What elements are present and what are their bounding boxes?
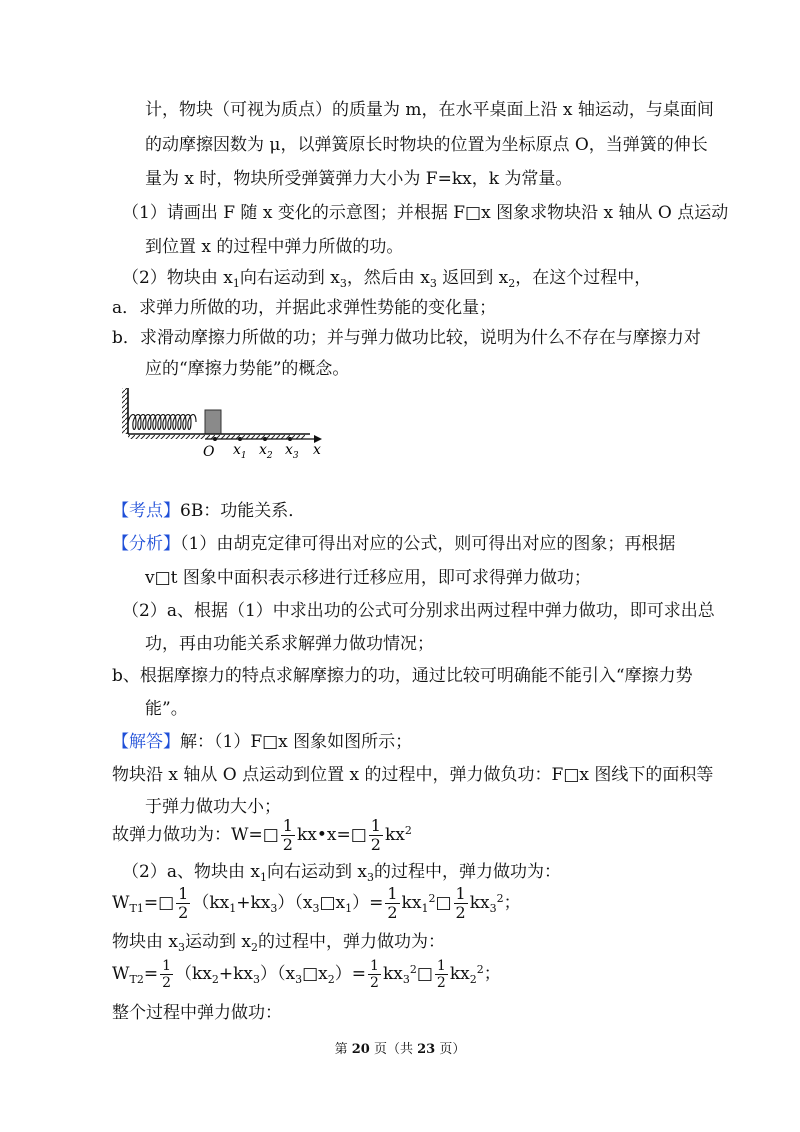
question-2a: a．求弹力所做的功，并据此求弹性势能的变化量；: [112, 298, 497, 318]
jieda-line-3: 于弹力做功大小；: [145, 797, 281, 817]
wall: [122, 388, 128, 434]
page-number: 20: [351, 1042, 370, 1057]
fenxi-line-2: v□t 图象中面积表示移进行迁移应用，即可求得弹力做功；: [145, 568, 591, 588]
kaodian-tag: 【考点】: [112, 501, 180, 521]
fraction-half: $\frac{1}{2}$: [178, 884, 189, 922]
x3-label: $x_3$: [285, 442, 299, 461]
fraction-half: $\frac{1}{2}$: [370, 958, 379, 991]
kaodian: 【考点】6B：功能关系．: [112, 501, 306, 521]
axis-label: x: [313, 442, 321, 458]
question-2: （2）物块由 $x_1$向右运动到 $x_3$，然后由 $x_3$ 返回到 $x_2$，在这个过程中，: [122, 268, 652, 290]
fraction-half: $\frac{1}{2}$: [455, 884, 466, 922]
work-formula: 故弹力做功为：W=□ $\frac{1}{2}$ kx•x=□ $\frac{1}{2}$ $kx^2$: [112, 816, 412, 854]
page-footer: 第 20 页（共 23 页）: [334, 1042, 466, 1057]
problem-intro-line-1: 计，物块（可视为质点）的质量为 m，在水平桌面上沿 x 轴运动，与桌面间: [145, 100, 714, 120]
question-2b-line-1: b．求滑动摩擦力所做的功；并与弹力做功比较，说明为什么不存在与摩擦力对: [112, 328, 701, 348]
fraction-half: $\frac{1}{2}$: [436, 958, 446, 991]
fraction-half: $\frac{1}{2}$: [370, 816, 381, 854]
x1-label: $x_1$: [233, 442, 247, 461]
origin-label: O: [203, 444, 215, 460]
fraction-half: $\frac{1}{2}$: [387, 884, 398, 922]
fenxi-line-1: 【分析】（1）由胡克定律可得出对应的公式，则可得出对应的图象；再根据: [112, 534, 676, 554]
question-1-line-1: （1）请画出 F 随 x 变化的示意图；并根据 F□x 图象求物块沿 x 轴从 O 点运动: [122, 203, 729, 223]
x2-label: $x_2$: [259, 442, 273, 461]
fenxi-line-3: （2）a、根据（1）中求出功的公式可分别求出两过程中弹力做功，即可求出总: [122, 601, 715, 621]
jieda-2a-line: （2）a、物块由 $x_1$向右运动到 $x_3$的过程中，弹力做功为：: [122, 862, 561, 884]
jieda-tag: 【解答】: [112, 732, 180, 752]
fraction-half: $\frac{1}{2}$: [282, 816, 293, 854]
wt1-formula: $W_{T1}=□$ $\frac{1}{2}$ $(kx_1+kx_3)(x_3□x_1)=$ $\frac{1}{2}$ $kx_1^2□$ $\frac{1}{2}$ $kx_3^2$；: [112, 884, 521, 922]
jieda-line-2: 物块沿 x 轴从 O 点运动到位置 x 的过程中，弹力做负功：F□x 图线下的面积等: [112, 765, 714, 785]
fenxi-line-5: b、根据摩擦力的特点求解摩擦力的功，通过比较可明确能不能引入“摩擦力势: [112, 666, 693, 686]
wt2-formula: $W_{T2}=$ $\frac{1}{2}$ $(kx_2+kx_3)(x_3□x_2)=$ $\frac{1}{2}$ $kx_3^2□$ $\frac{1}{2}$ $kx_2^2$；: [112, 958, 501, 991]
problem-intro-line-2: 的动摩擦因数为 μ，以弹簧原长时物块的位置为坐标原点 O，当弹簧的伸长: [145, 135, 708, 155]
question-1-line-2: 到位置 x 的过程中弹力所做的功。: [145, 237, 404, 257]
jieda-line-1: 【解答】解：（1）F□x 图象如图所示；: [112, 732, 413, 752]
spring-block-diagram: [110, 380, 340, 470]
problem-intro-line-3: 量为 x 时，物块所受弹簧弹力大小为 F=kx，k 为常量。: [145, 169, 573, 189]
fraction-half: $\frac{1}{2}$: [162, 958, 171, 991]
fenxi-tag: 【分析】: [112, 534, 180, 554]
block: [205, 410, 221, 434]
fenxi-line-4: 功，再由功能关系求解弹力做功情况；: [145, 634, 434, 654]
spring: [128, 415, 196, 430]
page-total: 23: [417, 1042, 436, 1057]
jieda-segment-2-line: 物块由 $x_3$运动到 $x_2$的过程中，弹力做功为：: [112, 932, 445, 954]
jieda-total-line: 整个过程中弹力做功：: [112, 1003, 282, 1023]
table-surface: [128, 434, 310, 439]
fenxi-line-6: 能”。: [145, 699, 188, 719]
question-2b-line-2: 应的“摩擦力势能”的概念。: [145, 359, 350, 379]
